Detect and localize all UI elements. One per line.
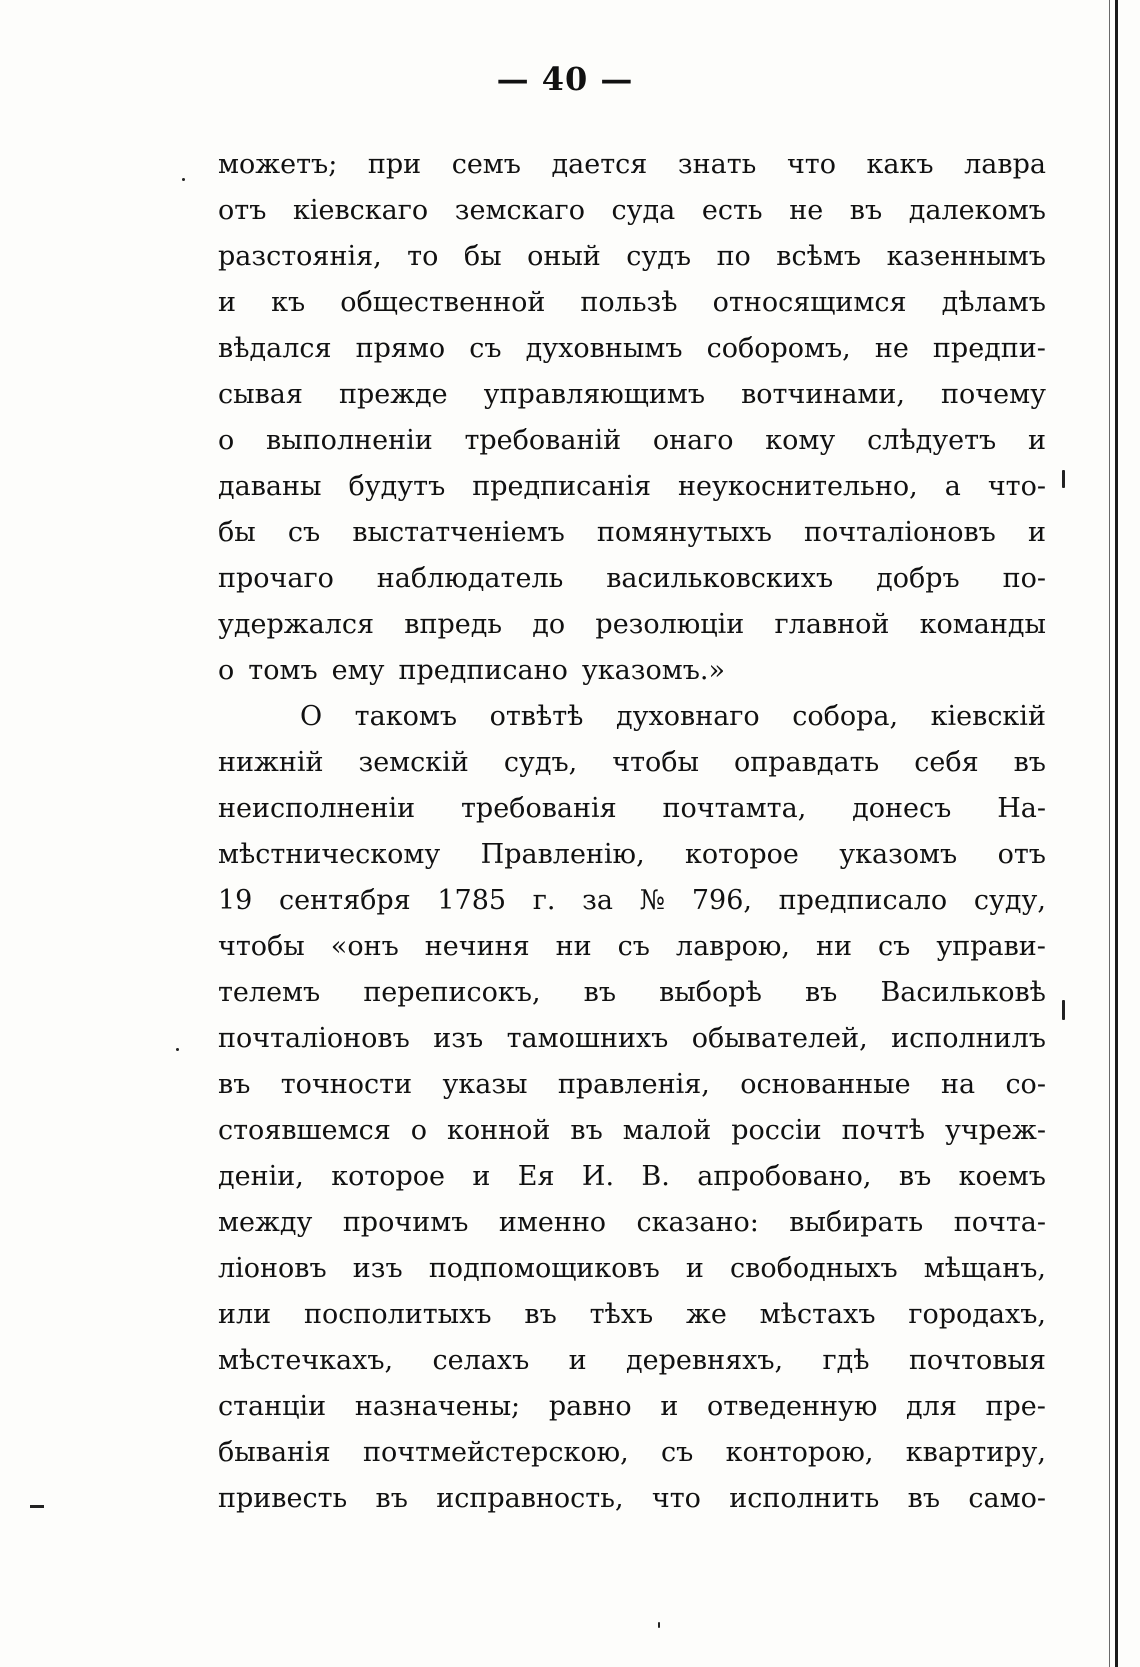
word: съ bbox=[617, 931, 650, 962]
word: главной bbox=[774, 609, 890, 640]
word: станціи bbox=[218, 1391, 327, 1422]
word: съ bbox=[287, 517, 321, 548]
word: управи- bbox=[936, 931, 1046, 962]
word: прочимъ bbox=[342, 1207, 469, 1238]
word: томъ bbox=[248, 655, 318, 686]
text-line bbox=[218, 1154, 1046, 1200]
text-line bbox=[218, 740, 1046, 786]
word: отъ bbox=[218, 195, 267, 226]
body-text bbox=[218, 142, 1046, 1522]
word: или bbox=[218, 1299, 272, 1330]
ink-speck bbox=[1062, 470, 1065, 488]
word: до bbox=[532, 609, 566, 640]
text-line bbox=[218, 970, 1046, 1016]
word: которое bbox=[685, 839, 799, 870]
word: васильковскихъ bbox=[606, 563, 834, 594]
word: судъ bbox=[626, 241, 692, 272]
word: съ bbox=[469, 333, 502, 364]
word: мѣстническому bbox=[218, 839, 441, 870]
word: сказано: bbox=[636, 1207, 759, 1238]
word: тѣхъ bbox=[589, 1299, 654, 1330]
word: вѣдался bbox=[218, 333, 332, 364]
word: почтамта, bbox=[662, 793, 807, 824]
word: Ея bbox=[517, 1161, 555, 1192]
word: которое bbox=[331, 1161, 446, 1192]
word: конторою, bbox=[725, 1437, 874, 1468]
text-line bbox=[218, 1430, 1046, 1476]
word: команды bbox=[919, 609, 1046, 640]
text-line bbox=[218, 418, 1046, 464]
word: равно bbox=[548, 1391, 632, 1422]
word: назначены; bbox=[354, 1391, 521, 1422]
word: сывая bbox=[218, 379, 303, 410]
word: обывателей, bbox=[691, 1023, 868, 1054]
word: стоявшемся bbox=[218, 1115, 391, 1146]
word: неисполненіи bbox=[218, 793, 416, 824]
word: и bbox=[685, 1253, 704, 1284]
word: ни bbox=[816, 931, 852, 962]
text-line bbox=[218, 510, 1046, 556]
word: и bbox=[660, 1391, 679, 1422]
word: казеннымъ bbox=[886, 241, 1046, 272]
word: земскаго bbox=[454, 195, 585, 226]
word: В. bbox=[641, 1161, 670, 1192]
word: требованія bbox=[460, 793, 617, 824]
word: слѣдуетъ bbox=[867, 425, 997, 456]
word: помянутыхъ bbox=[596, 517, 772, 548]
word: отведенную bbox=[707, 1391, 878, 1422]
word: быванія bbox=[218, 1437, 331, 1468]
word: указомъ bbox=[839, 839, 958, 870]
margin-mark bbox=[30, 1505, 44, 1508]
word: исправность, bbox=[436, 1483, 624, 1514]
word: дѣламъ bbox=[941, 287, 1046, 318]
text-line bbox=[218, 1384, 1046, 1430]
word: отъ bbox=[997, 839, 1046, 870]
word: бы bbox=[218, 517, 256, 548]
word: основанные bbox=[740, 1069, 911, 1100]
word: селахъ bbox=[432, 1345, 530, 1376]
word: квартиру, bbox=[905, 1437, 1046, 1468]
word: о bbox=[218, 655, 235, 686]
word: даваны bbox=[218, 471, 322, 502]
word: правленія, bbox=[557, 1069, 710, 1100]
word: деніи, bbox=[218, 1161, 304, 1192]
word: точности bbox=[280, 1069, 413, 1100]
text-line bbox=[218, 234, 1046, 280]
word: мѣстахъ bbox=[759, 1299, 876, 1330]
word: почему bbox=[941, 379, 1046, 410]
word: для bbox=[906, 1391, 957, 1422]
text-line bbox=[218, 786, 1046, 832]
word: резолюціи bbox=[595, 609, 745, 640]
word: исполнить bbox=[729, 1483, 880, 1514]
word: семъ bbox=[451, 149, 521, 180]
word: ни bbox=[555, 931, 592, 962]
text-line bbox=[218, 694, 1046, 740]
word: по bbox=[716, 241, 751, 272]
word: разстоянія, bbox=[218, 241, 382, 272]
word: онаго bbox=[652, 425, 734, 456]
text-line bbox=[218, 924, 1046, 970]
word: и bbox=[568, 1345, 587, 1376]
page-edge bbox=[1115, 0, 1118, 1667]
word: почта- bbox=[953, 1207, 1046, 1238]
word: въ bbox=[375, 1483, 408, 1514]
word: прямо bbox=[355, 333, 446, 364]
word: телемъ bbox=[218, 977, 321, 1008]
word: г. bbox=[532, 885, 556, 916]
text-line bbox=[218, 832, 1046, 878]
word: со- bbox=[1005, 1069, 1046, 1100]
word: духовнымъ bbox=[525, 333, 683, 364]
word: гдѣ bbox=[822, 1345, 870, 1376]
word: въ bbox=[570, 1115, 603, 1146]
word: что bbox=[651, 1483, 701, 1514]
word: добръ bbox=[876, 563, 960, 594]
word: въ bbox=[524, 1299, 557, 1330]
word: такомъ bbox=[354, 701, 458, 732]
word: почтмейстерскою, bbox=[363, 1437, 629, 1468]
word: Правленію, bbox=[480, 839, 645, 870]
word: общественной bbox=[340, 287, 546, 318]
word: себя bbox=[914, 747, 979, 778]
text-line bbox=[218, 878, 1046, 924]
word: Васильковѣ bbox=[880, 977, 1046, 1008]
word: тамошнихъ bbox=[506, 1023, 669, 1054]
word: № bbox=[639, 885, 666, 916]
text-line bbox=[218, 1062, 1046, 1108]
text-line bbox=[218, 326, 1046, 372]
word: именно bbox=[498, 1207, 607, 1238]
text-line bbox=[218, 280, 1046, 326]
word: почтовыя bbox=[908, 1345, 1046, 1376]
word: между bbox=[218, 1207, 313, 1238]
word: наблюдатель bbox=[376, 563, 564, 594]
word: удержался bbox=[218, 609, 375, 640]
word: почталіоновъ bbox=[804, 517, 996, 548]
word: ему bbox=[331, 655, 385, 686]
word: 796, bbox=[691, 885, 752, 916]
word: почтѣ bbox=[841, 1115, 925, 1146]
word: «онъ bbox=[330, 931, 399, 962]
text-line bbox=[218, 1200, 1046, 1246]
word: донесъ bbox=[852, 793, 952, 824]
word: изъ bbox=[352, 1253, 403, 1284]
word: выборѣ bbox=[659, 977, 762, 1008]
text-line bbox=[218, 1016, 1046, 1062]
word: за bbox=[582, 885, 613, 916]
word: привесть bbox=[218, 1483, 348, 1514]
word: о bbox=[218, 425, 235, 456]
word: пре- bbox=[985, 1391, 1046, 1422]
word: не bbox=[874, 333, 909, 364]
word: подпомощиковъ bbox=[428, 1253, 660, 1284]
word: На- bbox=[997, 793, 1046, 824]
text-line bbox=[218, 1338, 1046, 1384]
word: россіи bbox=[731, 1115, 822, 1146]
word: къ bbox=[271, 287, 306, 318]
word: малой bbox=[622, 1115, 712, 1146]
word: есть bbox=[701, 195, 763, 226]
word: кіевскаго bbox=[292, 195, 429, 226]
text-line bbox=[218, 464, 1046, 510]
text-line bbox=[218, 556, 1046, 602]
text-line bbox=[218, 1476, 1046, 1522]
word: духовнаго bbox=[616, 701, 760, 732]
word: въ bbox=[804, 977, 838, 1008]
word: оный bbox=[527, 241, 601, 272]
word: указы bbox=[442, 1069, 528, 1100]
word: съ bbox=[660, 1437, 694, 1468]
word: почталіоновъ bbox=[218, 1023, 410, 1054]
word: въ bbox=[849, 195, 883, 226]
word: указомъ.» bbox=[581, 655, 725, 686]
text-line bbox=[218, 188, 1046, 234]
text-line bbox=[218, 1108, 1046, 1154]
word: всѣмъ bbox=[776, 241, 862, 272]
page-number: — 40 — bbox=[496, 60, 634, 98]
word: изъ bbox=[433, 1023, 484, 1054]
word: коемъ bbox=[958, 1161, 1046, 1192]
text-line bbox=[218, 142, 1046, 188]
word: въ bbox=[907, 1483, 941, 1514]
word: въ bbox=[218, 1069, 251, 1100]
word: предписано bbox=[398, 655, 568, 686]
word: а bbox=[944, 471, 961, 502]
word: земскій bbox=[358, 747, 469, 778]
word: о bbox=[410, 1115, 428, 1146]
word: исполнилъ bbox=[891, 1023, 1046, 1054]
word: кіевскій bbox=[930, 701, 1046, 732]
word: суду, bbox=[973, 885, 1046, 916]
word: само- bbox=[968, 1483, 1046, 1514]
word: 19 bbox=[218, 885, 253, 916]
word: собора, bbox=[792, 701, 899, 732]
ink-speck bbox=[658, 1622, 660, 1628]
ink-speck bbox=[176, 1048, 179, 1051]
word: и bbox=[1027, 425, 1046, 456]
ink-speck bbox=[1062, 1000, 1065, 1020]
word: въ bbox=[1013, 747, 1046, 778]
word: по- bbox=[1002, 563, 1046, 594]
text-line bbox=[218, 602, 1046, 648]
word: сентября bbox=[279, 885, 411, 916]
word: на bbox=[940, 1069, 976, 1100]
page-edge-shadow bbox=[1109, 0, 1110, 1667]
word: пользѣ bbox=[580, 287, 678, 318]
word: бы bbox=[463, 241, 502, 272]
word: судъ, bbox=[503, 747, 578, 778]
word: лавра bbox=[964, 149, 1046, 180]
word: требованій bbox=[464, 425, 622, 456]
word: апробовано, bbox=[697, 1161, 872, 1192]
word: относящимся bbox=[712, 287, 907, 318]
word: выстатченіемъ bbox=[352, 517, 565, 548]
word: кому bbox=[765, 425, 836, 456]
word: управляющимъ bbox=[483, 379, 706, 410]
word: будутъ bbox=[348, 471, 446, 502]
word: соборомъ, bbox=[706, 333, 851, 364]
word: въ bbox=[898, 1161, 932, 1192]
word: что- bbox=[987, 471, 1046, 502]
word: нечиня bbox=[424, 931, 530, 962]
word: деревняхъ, bbox=[626, 1345, 784, 1376]
word: выполненіи bbox=[266, 425, 433, 456]
word: ліоновъ bbox=[218, 1253, 327, 1284]
word: съ bbox=[878, 931, 911, 962]
word: свободныхъ bbox=[730, 1253, 898, 1284]
word: конной bbox=[447, 1115, 551, 1146]
word: чтобы bbox=[218, 931, 305, 962]
word: И. bbox=[581, 1161, 615, 1192]
text-line bbox=[218, 1292, 1046, 1338]
word: мѣщанъ, bbox=[923, 1253, 1046, 1284]
word: въ bbox=[583, 977, 617, 1008]
text-line bbox=[218, 372, 1046, 418]
word: какъ bbox=[866, 149, 934, 180]
word: учреж- bbox=[944, 1115, 1046, 1146]
word: и bbox=[1027, 517, 1046, 548]
word: прежде bbox=[338, 379, 448, 410]
word: прочаго bbox=[218, 563, 334, 594]
word: выбирать bbox=[789, 1207, 924, 1238]
word: и bbox=[472, 1161, 491, 1192]
text-line bbox=[218, 1246, 1046, 1292]
word: чтобы bbox=[612, 747, 700, 778]
word: суда bbox=[611, 195, 676, 226]
word: посполитыхъ bbox=[303, 1299, 492, 1330]
word: переписокъ, bbox=[363, 977, 541, 1008]
word: и bbox=[218, 287, 236, 318]
word: далекомъ bbox=[908, 195, 1046, 226]
word: при bbox=[367, 149, 422, 180]
word: дается bbox=[551, 149, 648, 180]
word: знать bbox=[677, 149, 757, 180]
word: предпи- bbox=[932, 333, 1046, 364]
word: вотчинами, bbox=[741, 379, 906, 410]
word: неукоснительно, bbox=[678, 471, 918, 502]
word: можетъ; bbox=[218, 149, 338, 180]
text-line bbox=[218, 648, 1046, 694]
word: же bbox=[686, 1299, 727, 1330]
word: предписало bbox=[778, 885, 948, 916]
word: не bbox=[789, 195, 824, 226]
word: оправдать bbox=[734, 747, 880, 778]
word: что bbox=[786, 149, 836, 180]
word: лаврою, bbox=[675, 931, 790, 962]
word: 1785 bbox=[437, 885, 507, 916]
word: О bbox=[300, 701, 323, 732]
word: городахъ, bbox=[908, 1299, 1046, 1330]
ink-speck bbox=[182, 178, 185, 181]
word: отвѣтѣ bbox=[489, 701, 584, 732]
word: предписанія bbox=[472, 471, 652, 502]
word: впредь bbox=[404, 609, 503, 640]
word: нижній bbox=[218, 747, 324, 778]
word: мѣстечкахъ, bbox=[218, 1345, 394, 1376]
word: то bbox=[407, 241, 439, 272]
